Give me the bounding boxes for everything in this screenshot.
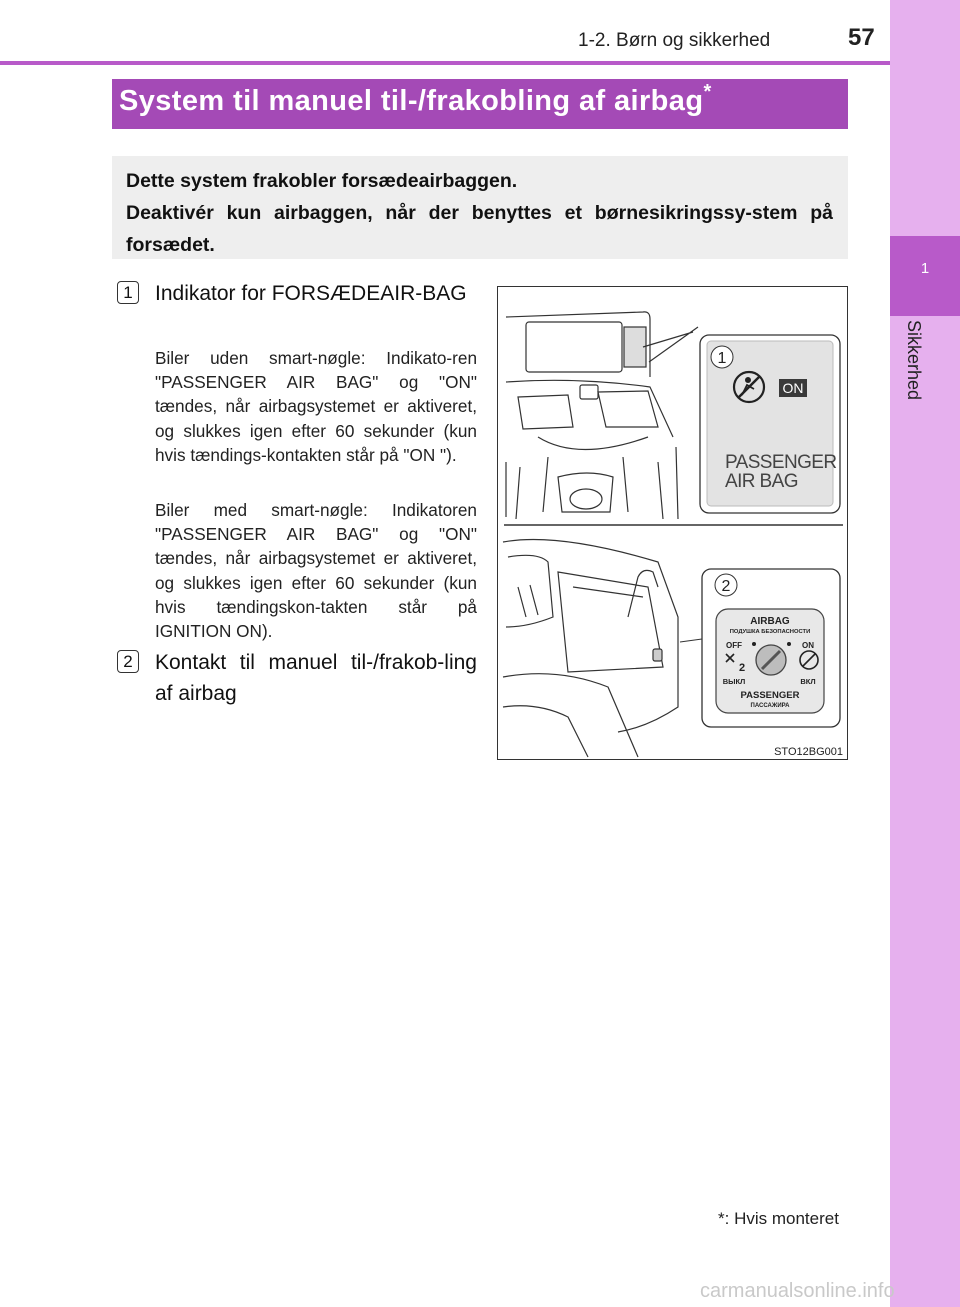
intro-line-2: Deaktivér kun airbaggen, når der benyttes et børnesikringssy-stem på forsædet. <box>126 202 833 256</box>
switch-passenger-ru: ПАССАЖИРА <box>750 703 790 709</box>
callout-2-number: 2 <box>721 578 731 595</box>
switch-passenger: PASSENGER <box>740 690 800 701</box>
callout-1-number: 1 <box>717 350 727 367</box>
footnote <box>718 1209 839 1229</box>
switch-on-label: ON <box>802 641 814 650</box>
chapter-label: Sikkerhed <box>904 320 924 401</box>
intro-line-1: Dette system frakobler forsædeairbaggen. <box>126 170 518 192</box>
switch-title-ru: ПОДУШКА БЕЗОПАСНОСТИ <box>729 629 811 635</box>
section-heading <box>119 81 712 118</box>
figure-code: STO12BG001 <box>774 746 843 758</box>
svg-text:2: 2 <box>739 662 746 674</box>
item-heading-2: Kontakt til manuel til-/frakob-ling af airbag <box>155 651 477 705</box>
chapter-label-wrap <box>896 320 926 440</box>
item-1-paragraph-1: Biler uden smart-nøgle: Indikato-ren "PASSENGER AIR BAG" og "ON" tændes, når airbagsystemet er aktiveret, og slukkes igen efter 60 sekunder (kun hvis tændings-kontakten står på "ON "). <box>155 348 477 465</box>
switch-on-ru: ВКЛ <box>800 677 816 686</box>
chapter-sidebar <box>890 0 960 1307</box>
item-number-2: 2 <box>117 650 139 673</box>
page-number: 57 <box>848 24 875 51</box>
watermark: carmanualsonline.info <box>700 1280 895 1302</box>
footnote-text: : Hvis monteret <box>724 1209 839 1228</box>
section-heading-bar <box>112 79 848 129</box>
item-heading-1: Indikator for FORSÆDEAIR-BAG <box>155 282 467 305</box>
footnote-symbol: * <box>718 1209 725 1228</box>
switch-title: AIRBAG <box>750 616 790 627</box>
chapter-number: 1 <box>920 260 930 277</box>
chapter-tab[interactable] <box>890 236 960 316</box>
header-rule <box>0 61 890 65</box>
switch-off-ru: ВЫКЛ <box>722 677 746 686</box>
section-heading-text: System til manuel til-/frakobling af airbag <box>119 85 704 117</box>
figure-illustration <box>498 287 848 760</box>
item-1-paragraph-2: Biler med smart-nøgle: Indikatoren "PASSENGER AIR BAG" og "ON" tændes, når airbagsystemet er aktiveret, og slukkes igen efter 60 sekunder (kun hvis tændingskon-takten står på IGNITION ON). <box>155 500 477 642</box>
switch-off-label: OFF <box>726 641 742 650</box>
indicator-line-1: PASSENGER <box>725 452 837 473</box>
item-number-1: 1 <box>117 281 139 304</box>
asterisk-mark: * <box>703 81 712 103</box>
on-indicator-label: ON <box>782 380 804 396</box>
airbag-figure <box>497 286 848 760</box>
section-title: 1-2. Børn og sikkerhed <box>578 30 771 51</box>
indicator-line-2: AIR BAG <box>725 471 798 492</box>
intro-box <box>112 156 848 259</box>
